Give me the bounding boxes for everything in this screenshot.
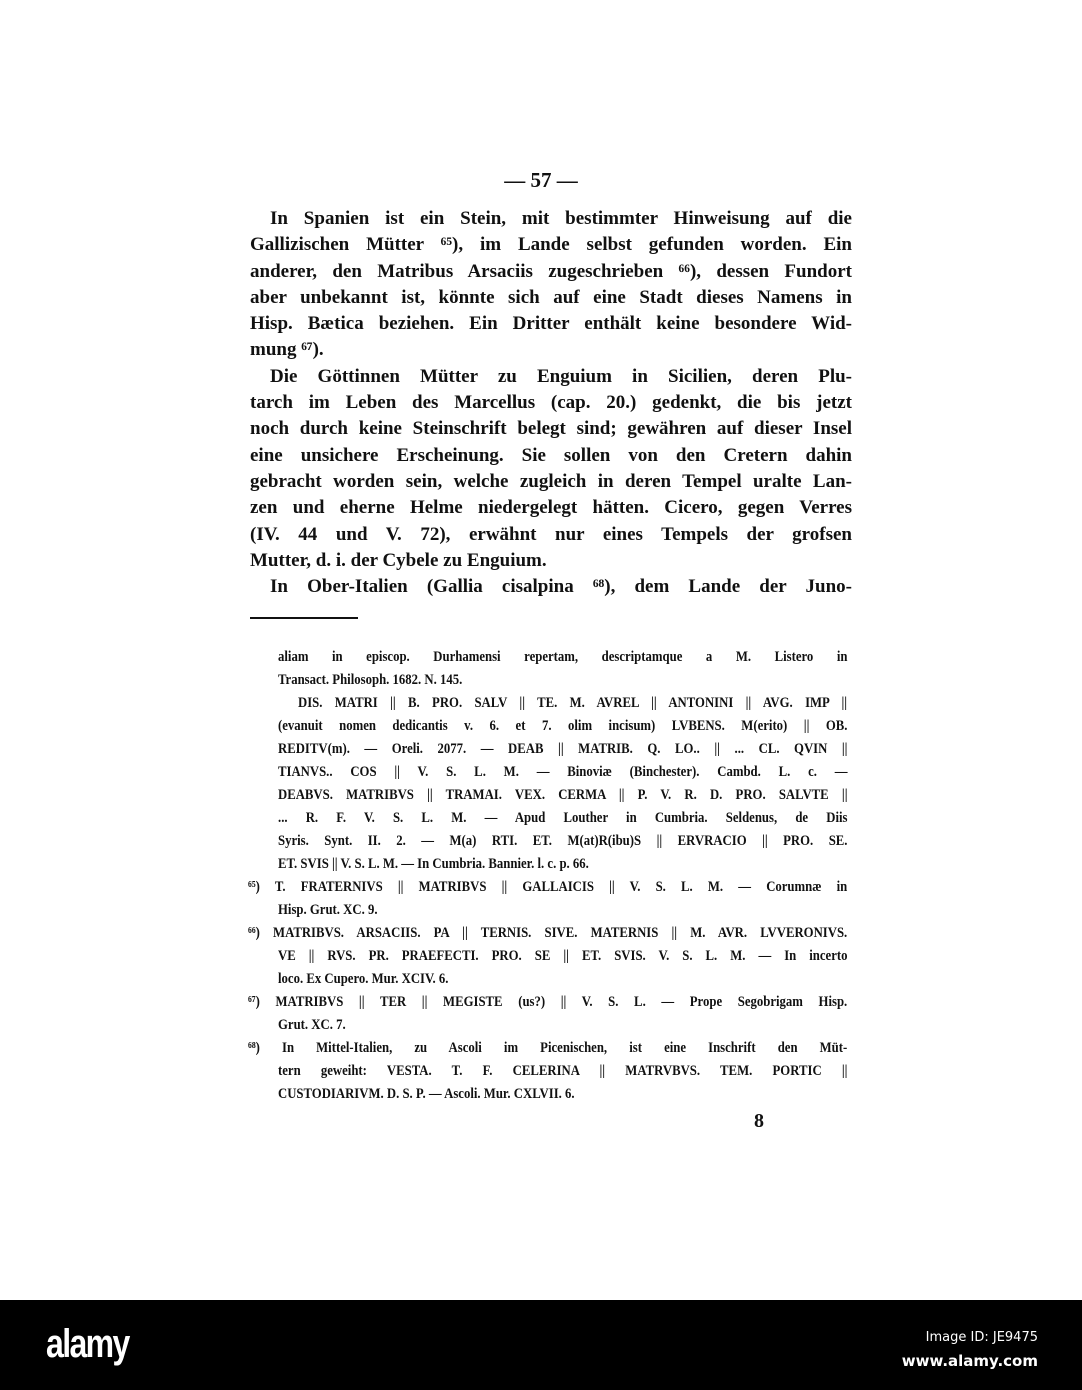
footnote-line <box>248 902 848 925</box>
footnote-line-text: aliam in episcop. Durhamensi repertam, descriptamque a M. Listero in <box>278 649 848 665</box>
text-line: Hisp. Bætica beziehen. Ein Dritter enthält keine besondere Wid- <box>250 313 852 335</box>
page-number: — 57 — <box>504 168 578 192</box>
text-line: anderer, den Matribus Arsaciis zugeschrieben ⁶⁶), dessen Fundort <box>250 260 852 282</box>
text-line: (IV. 44 und V. 72), erwähnt nur eines Tempels der grofsen <box>250 523 852 545</box>
main-text <box>250 208 852 602</box>
text-line: In Ober-Italien (Gallia cisalpina ⁶⁸), dem Lande der Juno- <box>270 576 852 598</box>
footnote-line-text: ⁶⁷) MATRIBVS || TER || MEGISTE (us?) || V. S. L. — Prope Segobrigam Hisp. <box>248 994 848 1010</box>
footnote-line <box>248 672 848 695</box>
footnote-line-text: loco. Ex Cupero. Mur. XCIV. 6. <box>278 971 449 987</box>
footnote-line-text: DEABVS. MATRIBVS || TRAMAI. VEX. CERMA || P. V. R. D. PRO. SALVTE || <box>278 787 848 803</box>
text-line: eine unsichere Erscheinung. Sie sollen von den Cretern dahin <box>250 444 852 466</box>
text-line: noch durch keine Steinschrift belegt sind; gewähren auf dieser Insel <box>250 418 852 440</box>
footnote-line <box>248 764 848 787</box>
image-id: Image ID: JE9475 <box>925 1330 1038 1345</box>
footnote-line-text: Syris. Synt. II. 2. — M(a) RTI. ET. M(at)R(ibu)S || ERVRACIO || PRO. SE. <box>278 833 848 849</box>
footnote-line-text: TIANVS.. COS || V. S. L. M. — Binoviæ (Binchester). Cambd. L. c. — <box>278 764 848 780</box>
footnote-separator <box>250 617 358 619</box>
footnote-line <box>248 948 848 971</box>
footnote-line <box>248 810 848 833</box>
signature-mark: 8 <box>754 1110 764 1132</box>
footnote-line-text: ET. SVIS || V. S. L. M. — In Cumbria. Bannier. l. c. p. 66. <box>278 856 589 872</box>
text-line: gebracht worden sein, welche zugleich in deren Tempel uralte Lan- <box>250 470 852 492</box>
footnote-line <box>248 787 848 810</box>
alamy-logo: alamy <box>46 1322 129 1366</box>
footnote-line-text: ⁶⁵) T. FRATERNIVS || MATRIBVS || GALLAICIS || V. S. L. M. — Corumnæ in <box>248 879 848 895</box>
text-line: aber unbekannt ist, könnte sich auf eine Stadt dieses Namens in <box>250 286 852 308</box>
footnote-line <box>248 649 848 672</box>
text-line: tarch im Leben des Marcellus (cap. 20.) gedenkt, die bis jetzt <box>250 392 852 414</box>
footnote-line-text: (evanuit nomen dedicantis v. 6. et 7. olim incisum) LVBENS. M(erito) || OB. <box>278 718 848 734</box>
text-line: Die Göttinnen Mütter zu Enguium in Sicilien, deren Plu- <box>270 365 852 387</box>
footnote-line <box>248 1017 848 1040</box>
footnote-line <box>248 1063 848 1086</box>
footnote-line <box>248 971 848 994</box>
footnote-line <box>248 1040 848 1063</box>
watermark-bar <box>0 1300 1082 1390</box>
footnote-line-text: CUSTODIARIVM. D. S. P. — Ascoli. Mur. CXLVII. 6. <box>278 1086 575 1102</box>
footnote-line <box>248 695 848 718</box>
text-line: Gallizischen Mütter ⁶⁵), im Lande selbst gefunden worden. Ein <box>250 234 852 256</box>
footnote-line-text: REDITV(m). — Oreli. 2077. — DEAB || MATRIB. Q. LO.. || ... CL. QVIN || <box>278 741 848 757</box>
text-line: Mutter, d. i. der Cybele zu Enguium. <box>250 549 547 571</box>
footnote-line <box>248 741 848 764</box>
text-line: mung ⁶⁷). <box>250 339 324 361</box>
footnote-line <box>248 879 848 902</box>
footnote-line-text: Hisp. Grut. XC. 9. <box>278 902 378 918</box>
footnote-line-text: ⁶⁸) In Mittel-Italien, zu Ascoli im Picenischen, ist eine Inschrift den Müt- <box>248 1040 848 1056</box>
footnote-line-text: VE || RVS. PR. PRAEFECTI. PRO. SE || ET. SVIS. V. S. L. M. — In incerto <box>278 948 848 964</box>
footnote-line <box>248 718 848 741</box>
footnote-line-text: tern geweiht: VESTA. T. F. CELERINA || MATRVBVS. TEM. PORTIC || <box>278 1063 848 1079</box>
footnote-line-text: Grut. XC. 7. <box>278 1017 346 1033</box>
footnotes <box>248 649 848 1109</box>
website-url[interactable]: www.alamy.com <box>901 1352 1038 1370</box>
footnote-line-text: Transact. Philosoph. 1682. N. 145. <box>278 672 463 688</box>
footnote-line-text: DIS. MATRI || B. PRO. SALV || TE. M. AVREL || ANTONINI || AVG. IMP || <box>298 695 848 711</box>
footnote-line <box>248 925 848 948</box>
footnote-line <box>248 833 848 856</box>
text-line: zen und eherne Helme niedergelegt hätten. Cicero, gegen Verres <box>250 497 852 519</box>
footnote-line-text: ... R. F. V. S. L. M. — Apud Louther in Cumbria. Seldenus, de Diis <box>278 810 848 826</box>
footnote-line <box>248 856 848 879</box>
footnote-line <box>248 1086 848 1109</box>
footnote-line <box>248 994 848 1017</box>
footnote-line-text: ⁶⁶) MATRIBVS. ARSACIIS. PA || TERNIS. SIVE. MATERNIS || M. AVR. LVVERONIVS. <box>248 925 848 941</box>
text-line: In Spanien ist ein Stein, mit bestimmter Hinweisung auf die <box>270 208 852 229</box>
